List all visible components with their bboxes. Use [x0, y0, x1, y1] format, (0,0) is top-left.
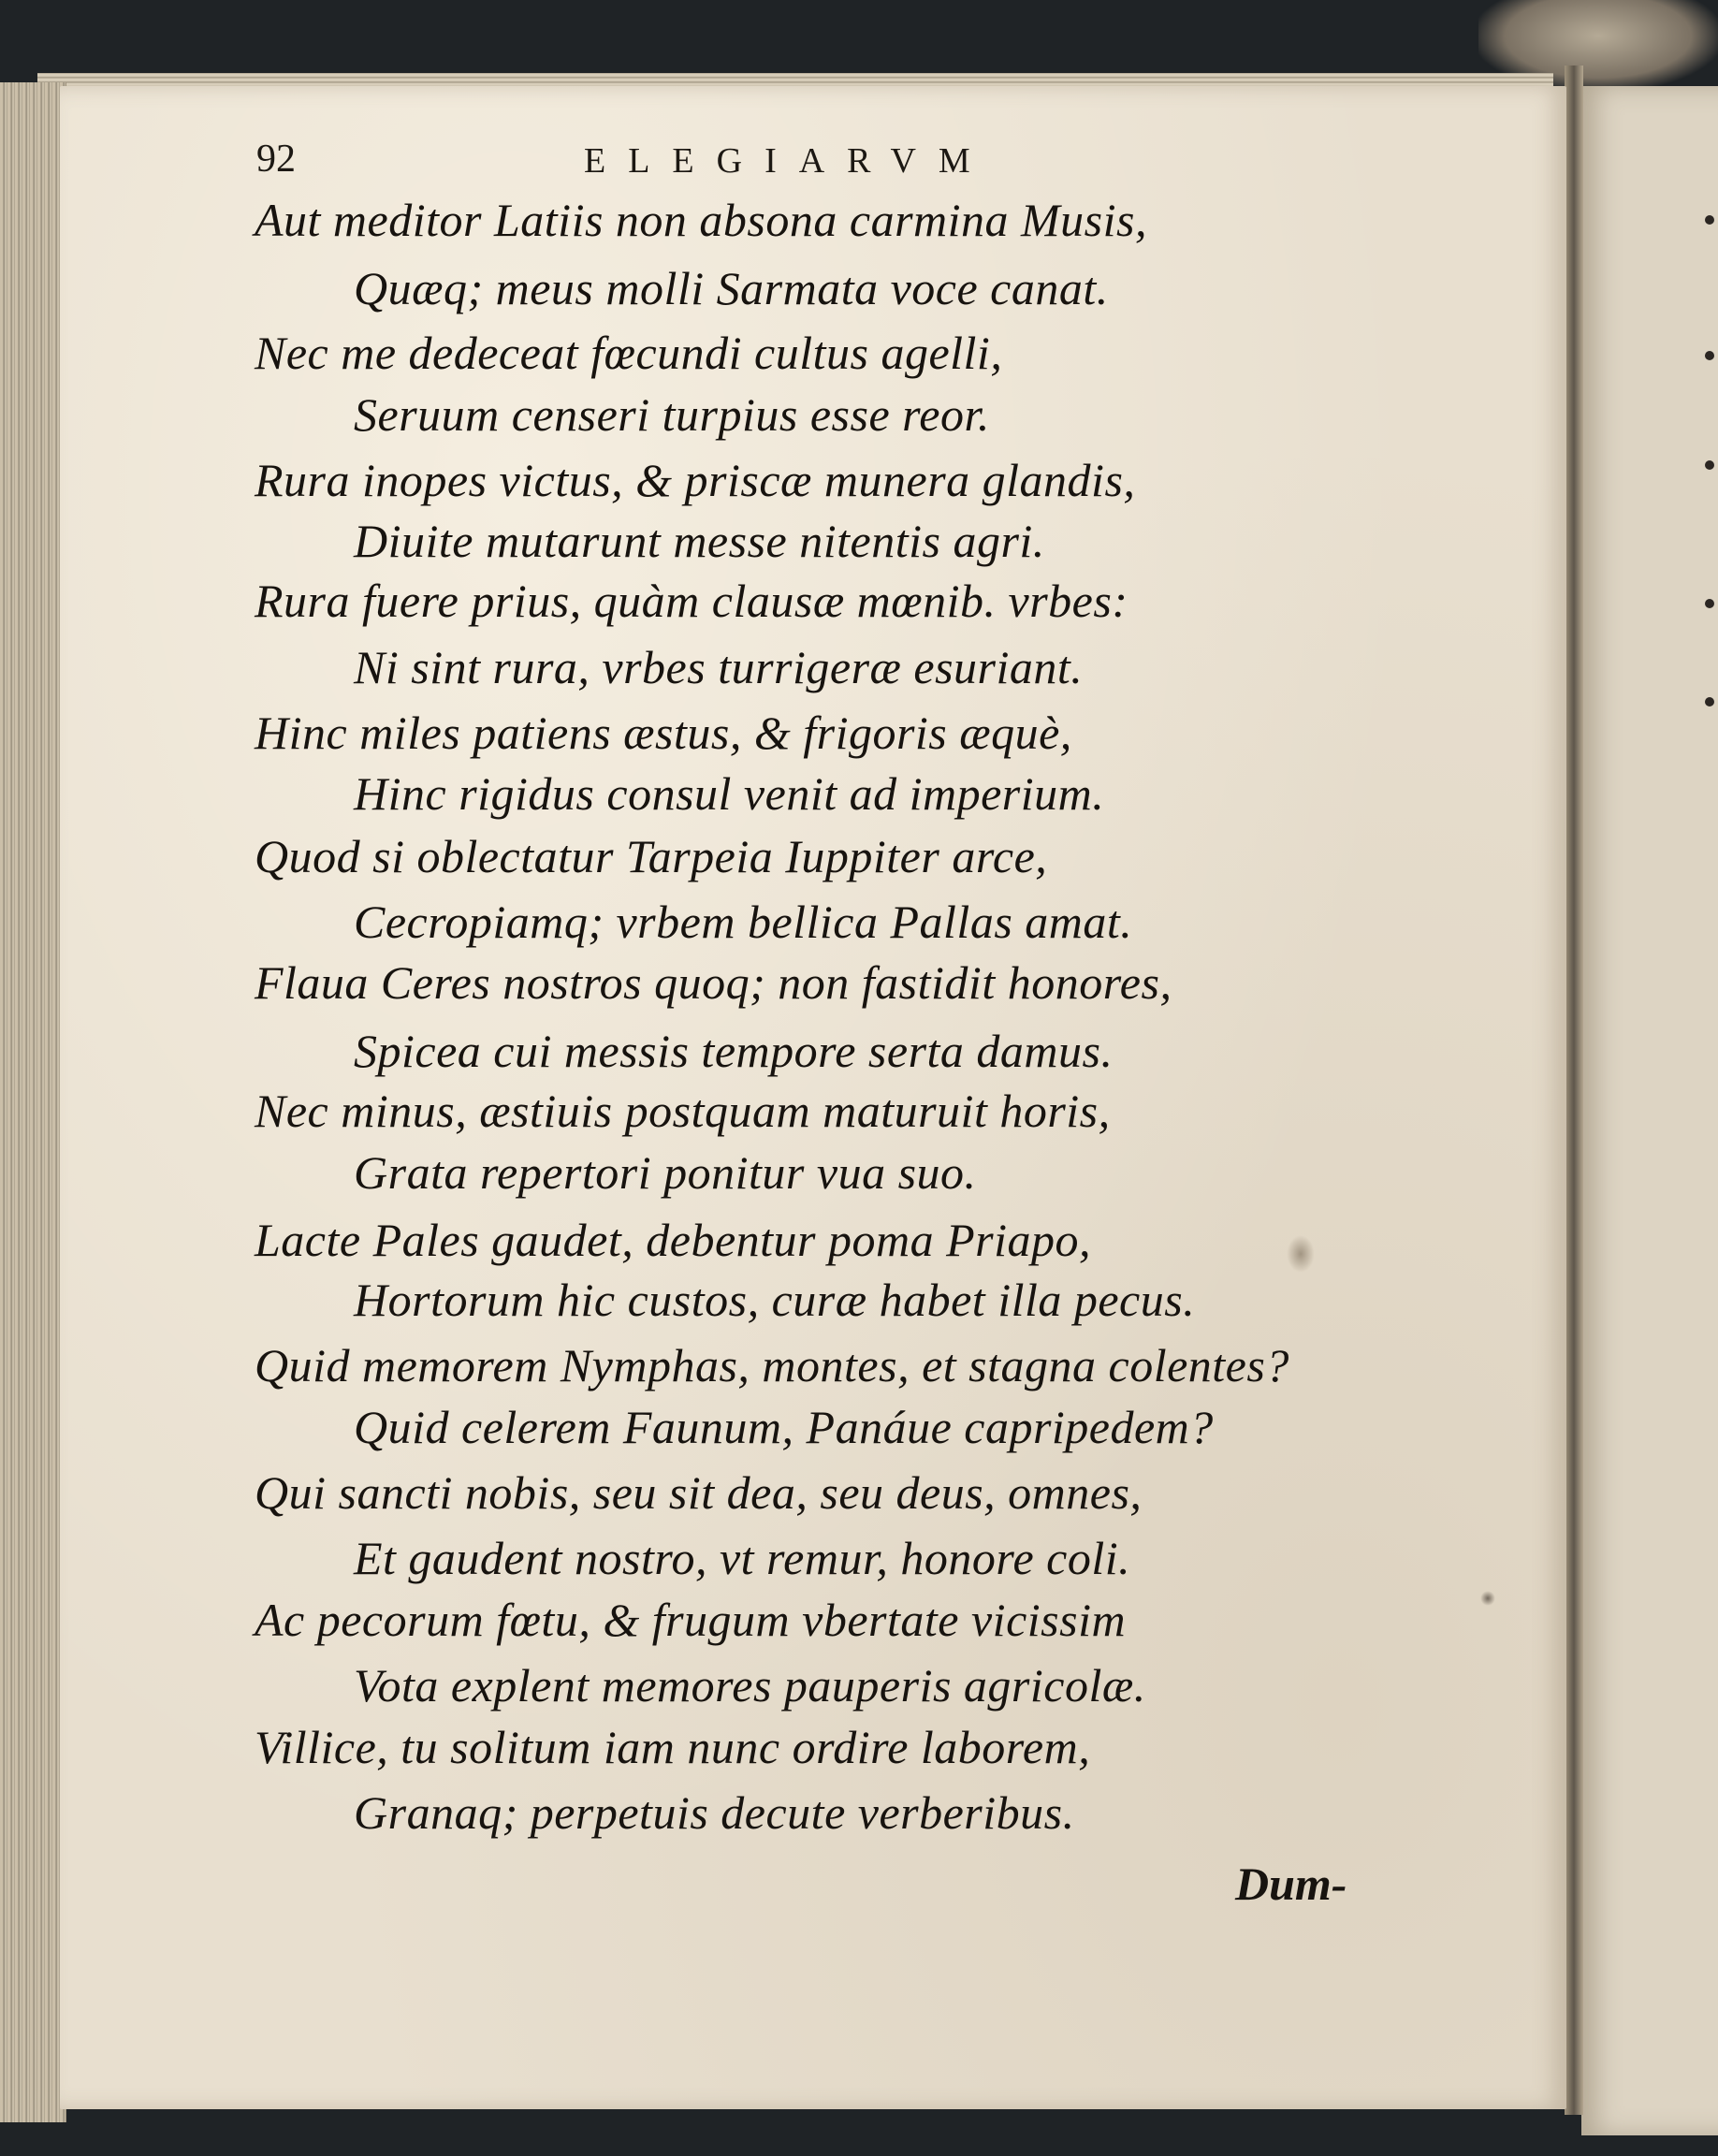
verse-line: Nec me dedeceat fœcundi cultus agelli,	[255, 327, 1003, 379]
verse-line: Quæq; meus molli Sarmata voce canat.	[354, 262, 1109, 314]
verse-line: Spicea cui messis tempore serta damus.	[354, 1025, 1114, 1077]
catchword: Dum-	[1235, 1857, 1347, 1910]
verse-line: Hinc rigidus consul venit ad imperium.	[354, 767, 1105, 820]
verse-line: Qui sancti nobis, seu sit dea, seu deus, omnes,	[255, 1466, 1143, 1519]
verse-line: Et gaudent nostro, vt remur, honore coli.	[354, 1532, 1131, 1584]
verse-line: Hinc miles patiens æstus, & frigoris æquè,	[255, 707, 1072, 759]
verse-line: Vota explent memores pauperis agricolæ.	[354, 1659, 1146, 1712]
verse-line: Quod si oblectatur Tarpeia Iuppiter arce,	[255, 830, 1048, 882]
verse-line: Lacte Pales gaudet, debentur poma Priapo,	[255, 1214, 1091, 1266]
verse-line: Flaua Ceres nostros quoq; non fastidit honores,	[255, 956, 1172, 1009]
verse-line: Cecropiamq; vrbem bellica Pallas amat.	[354, 896, 1133, 948]
verse-line: Granaq; perpetuis decute verberibus.	[354, 1786, 1075, 1839]
verse-line: Diuite mutarunt messe nitentis agri.	[354, 515, 1045, 567]
verse-line: Hortorum hic custos, curæ habet illa pecus.	[354, 1274, 1196, 1326]
page-number: 92	[256, 138, 296, 181]
verse-line: Seruum censeri turpius esse reor.	[354, 388, 990, 441]
verse-line: Aut meditor Latiis non absona carmina Musis,	[255, 194, 1147, 246]
verse-line: Rura inopes victus, & priscæ munera glandis,	[255, 454, 1136, 506]
verse-line: Quid celerem Faunum, Panáue capripedem?	[354, 1401, 1214, 1453]
running-title: ELEGIARVM	[584, 141, 993, 181]
verse-line: Rura fuere prius, quàm clausæ mœnib. vrbes:	[255, 575, 1128, 627]
verse-line: Grata repertori ponitur vua suo.	[354, 1146, 977, 1199]
verse-line: Villice, tu solitum iam nunc ordire laborem,	[255, 1721, 1091, 1773]
verse-line: Nec minus, æstiuis postquam maturuit horis,	[255, 1085, 1111, 1137]
verse-line: Quid memorem Nymphas, montes, et stagna colentes?	[255, 1339, 1289, 1391]
verse-line: Ac pecorum fœtu, & frugum vbertate vicissim	[255, 1594, 1127, 1646]
verse-line: Ni sint rura, vrbes turrigeræ esuriant.	[354, 641, 1084, 693]
